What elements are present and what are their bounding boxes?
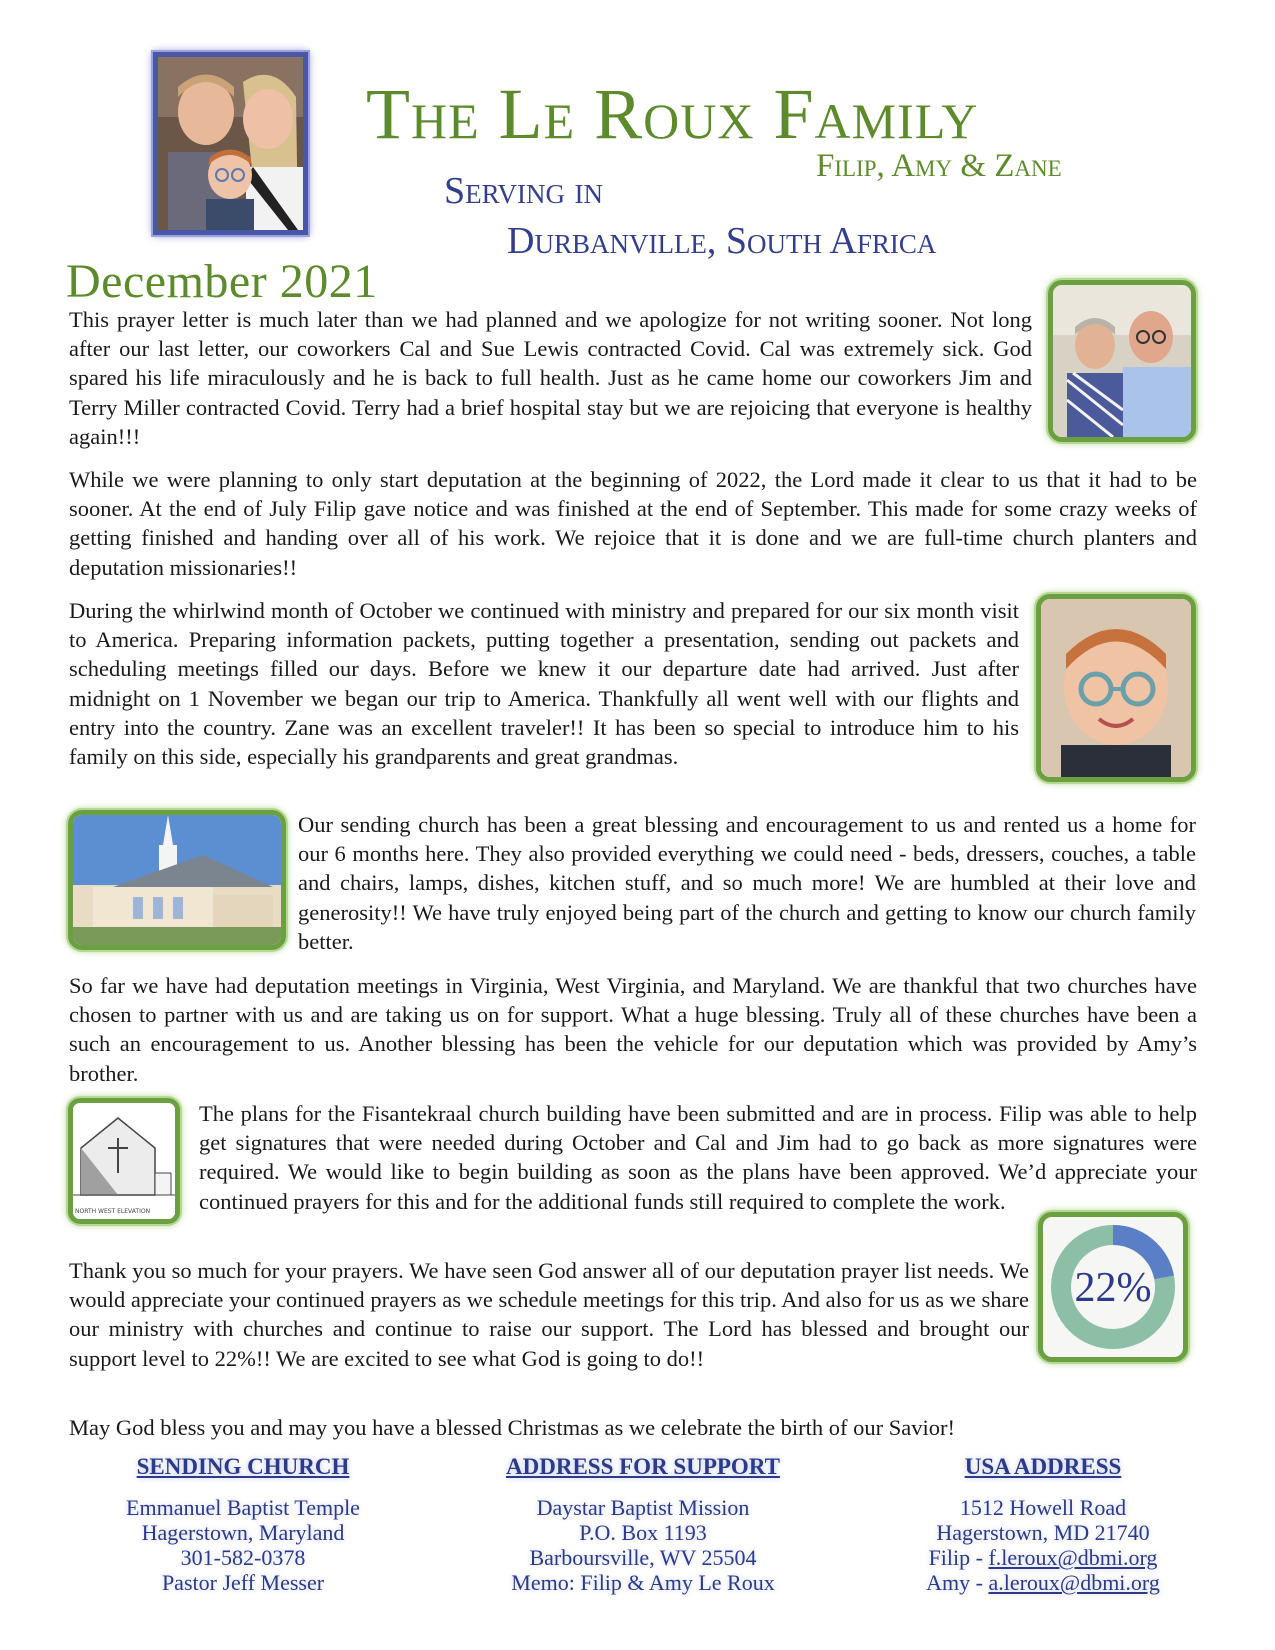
support-chart-frame — [1038, 1212, 1188, 1362]
paragraph-covid-update: This prayer letter is much later than we had planned and we apologize for not writing sooner. Not long after our last letter, our coworkers Cal and Sue Lewis contracted Covid. Cal was extremely sick. God spared his life miraculously and he is back to full health. Just as he came home our coworkers Jim and Terry Miller contracted Covid. Terry had a brief hospital stay but we are rejoicing that everyone is healthy again!!! — [69, 307, 1032, 449]
support-percent-label: 22% — [1074, 1265, 1152, 1311]
building-sketch-image — [73, 1103, 175, 1219]
paragraph-october: During the whirlwind month of October we continued with ministry and prepared for our six month visit to America. Preparing information packets, putting together a presentation, sending out packets and scheduling meetings filled our days. Before we knew it our departure date had arrived. Just after midnight on 1 November we began our trip to America. Thankfully all went well with our flights and entry into the country. Zane was an excellent traveler!! It has been so special to introduce him to his family on this side, especially his grandparents and great grandmas. — [69, 598, 1019, 770]
church-photo — [68, 810, 286, 950]
coworkers-photo — [1048, 280, 1196, 442]
support-city: Barboursville, WV 25504 — [529, 1545, 757, 1570]
zane-photo-image — [1041, 599, 1191, 777]
usa-street: 1512 Howell Road — [959, 1495, 1127, 1520]
support-address-heading: ADDRESS FOR SUPPORT — [506, 1454, 780, 1479]
page-title: The Le Roux Family — [366, 74, 979, 154]
paragraph-sending-church: Our sending church has been a great blessing and encouragement to us and rented us a home for our 6 months here. They also provided everything we could need - beds, dressers, couches, a table and chairs, lamps, dishes, kitchen stuff, and so much more! We are humbled at their love and generosity!! We have truly enjoyed being part of the church and getting to know our church family better. — [298, 812, 1196, 954]
family-photo — [153, 52, 308, 235]
sending-church-phone: 301-582-0378 — [180, 1545, 306, 1570]
sending-church-name: Emmanuel Baptist Temple — [126, 1495, 360, 1520]
church-photo-image — [73, 815, 281, 945]
support-address-block — [473, 1453, 813, 1595]
paragraph-deputation-start: While we were planning to only start deputation at the beginning of 2022, the Lord made it clear to us that it had to be sooner. At the end of July Filip gave notice and was finished at the end of September. This made for some crazy weeks of getting finished and handing over all of his work. We rejoice that it is done and we are full-time church planters and deputation missionaries!! — [69, 467, 1197, 580]
support-memo: Memo: Filip & Amy Le Roux — [511, 1570, 775, 1595]
building-sketch-caption: NORTH WEST ELEVATION — [75, 1208, 151, 1215]
filip-email-line — [873, 1545, 1213, 1570]
building-sketch — [68, 1098, 180, 1224]
serving-label: Serving in — [444, 170, 603, 212]
support-mission-name: Daystar Baptist Mission — [536, 1495, 750, 1520]
usa-address-heading: USA ADDRESS — [964, 1454, 1122, 1479]
sending-church-pastor: Pastor Jeff Messer — [161, 1570, 325, 1595]
filip-email-link[interactable]: f.leroux@dbmi.org — [988, 1545, 1158, 1570]
serving-location: Durbanville, South Africa — [507, 220, 937, 262]
amy-email-prefix: Amy - — [926, 1570, 989, 1595]
amy-email-line — [873, 1570, 1213, 1595]
sending-church-city: Hagerstown, Maryland — [141, 1520, 345, 1545]
paragraph-fisantekraal: The plans for the Fisantekraal church building have been submitted and are in process. Filip was able to help get signatures that were needed during October and Cal and Jim had to go back as more signatures were required. We would like to begin building as soon as the plans have been approved. We’d appreciate your continued prayers for this and for the additional funds still required to complete the work. — [199, 1101, 1197, 1214]
family-photo-image — [158, 57, 303, 230]
coworkers-photo-image — [1053, 285, 1191, 437]
sending-church-block — [73, 1453, 413, 1595]
paragraph-meetings: So far we have had deputation meetings in Virginia, West Virginia, and Maryland. We are thankful that two churches have chosen to partner with us and are taking us on for support. What a huge blessing. Truly all of these churches have been a such an encouragement to us. Another blessing has been the vehicle for our deputation which was provided by Amy’s brother. — [69, 973, 1197, 1086]
usa-city: Hagerstown, MD 21740 — [936, 1520, 1150, 1545]
family-names: Filip, Amy & Zane — [816, 148, 1062, 184]
paragraph-christmas: May God bless you and may you have a blessed Christmas as we celebrate the birth of our Savior! — [69, 1415, 956, 1440]
support-po-box: P.O. Box 1193 — [579, 1520, 707, 1545]
usa-address-block — [873, 1453, 1213, 1595]
zane-photo — [1036, 594, 1196, 782]
letter-month: December 2021 — [66, 255, 378, 308]
support-donut — [1043, 1217, 1183, 1357]
paragraph-prayers: Thank you so much for your prayers. We have seen God answer all of our deputation prayer list needs. We would appreciate your continued prayers as we schedule meetings for this trip. And also for us as we share our ministry with churches and continue to raise our support. The Lord has blessed and brought our support level to 22%!! We are excited to see what God is going to do!! — [69, 1258, 1029, 1371]
amy-email-link[interactable]: a.leroux@dbmi.org — [988, 1570, 1160, 1595]
filip-email-prefix: Filip - — [928, 1545, 989, 1570]
sending-church-heading: SENDING CHURCH — [136, 1454, 350, 1479]
